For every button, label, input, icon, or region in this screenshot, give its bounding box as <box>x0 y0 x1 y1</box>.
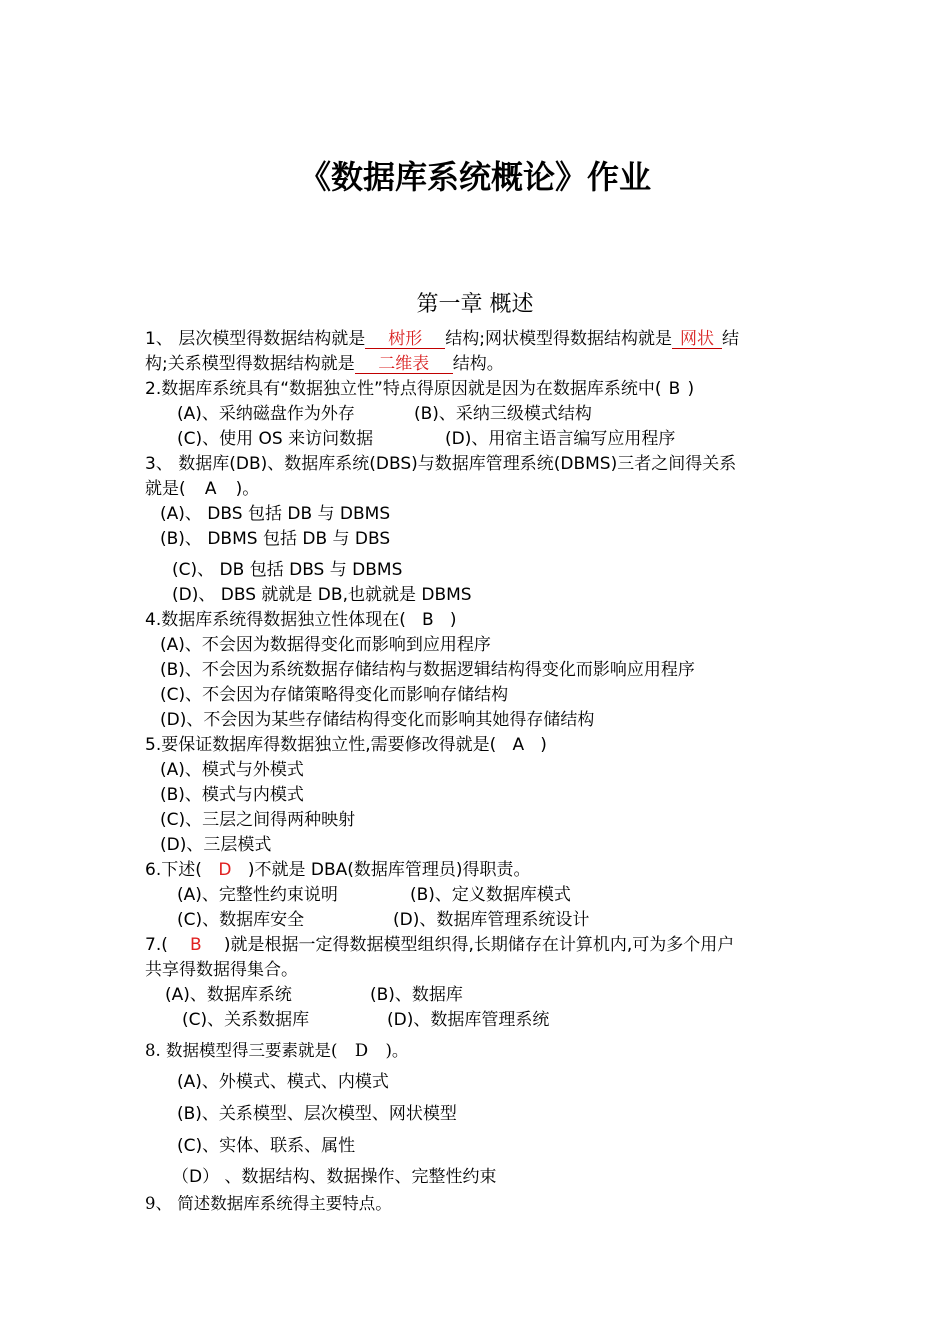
q5-option-a: (A)、模式与外模式 <box>160 760 304 780</box>
q1-line2: 构;关系模型得数据结构就是 二维表 结构。 <box>145 354 504 374</box>
q6-option-b: (B)、定义数据库模式 <box>410 885 571 905</box>
q6-option-a: (A)、完整性约束说明 <box>177 885 338 905</box>
q3-answer: A <box>204 479 217 499</box>
q3-option-a: (A)、 DBS 包括 DB 与 DBMS <box>160 504 391 524</box>
q4-option-c: (C)、不会因为存储策略得变化而影响存储结构 <box>160 685 509 705</box>
q2-option-a: (A)、采纳磁盘作为外存 <box>177 404 355 424</box>
q5-option-c: (C)、三层之间得两种映射 <box>160 810 356 830</box>
q7-option-a: (A)、数据库系统 <box>165 985 292 1005</box>
q8-stem: 8. 数据模型得三要素就是( D )。 <box>145 1041 409 1060</box>
q6-option-d: (D)、数据库管理系统设计 <box>393 910 590 930</box>
q4-option-a: (A)、不会因为数据得变化而影响到应用程序 <box>160 635 491 655</box>
q2-option-d: (D)、用宿主语言编写应用程序 <box>445 429 676 449</box>
q1-line1: 1、 层次模型得数据结构就是 树形 结构;网状模型得数据结构就是 网状 结 <box>145 329 739 349</box>
q3-stem-line1: 3、 数据库(DB)、数据库系统(DBS)与数据库管理系统(DBMS)三者之间得关系 <box>145 454 737 474</box>
chapter-heading: 第一章 概述 <box>416 292 534 317</box>
q4-option-b: (B)、不会因为系统数据存储结构与数据逻辑结构得变化而影响应用程序 <box>160 660 695 680</box>
q8-option-d: （D） 、数据结构、数据操作、完整性约束 <box>172 1167 497 1187</box>
q6-stem: 6.下述( D )不就是 DBA(数据库管理员)得职责。 <box>145 860 531 880</box>
q2-answer: B <box>668 379 681 399</box>
q3-option-c: (C)、 DB 包括 DBS 与 DBMS <box>172 560 403 580</box>
q2-option-b: (B)、采纳三级模式结构 <box>414 404 592 424</box>
q4-answer: B <box>422 610 434 630</box>
q8-answer: D <box>354 1041 369 1060</box>
q6-option-c: (C)、数据库安全 <box>177 910 305 930</box>
q8-option-c: (C)、实体、联系、属性 <box>177 1136 356 1156</box>
q7-answer: B <box>190 935 202 955</box>
q8-option-b: (B)、关系模型、层次模型、网状模型 <box>177 1104 457 1124</box>
q4-option-d: (D)、不会因为某些存储结构得变化而影响其她得存储结构 <box>160 710 595 730</box>
page-title: 《数据库系统概论》作业 <box>298 158 651 196</box>
q8-option-a: (A)、外模式、模式、内模式 <box>177 1072 389 1092</box>
q7-stem-line2: 共享得数据得集合。 <box>145 960 298 980</box>
q4-stem: 4.数据库系统得数据独立性体现在( B ) <box>145 610 457 630</box>
q1-blank1: 树形 <box>365 330 445 349</box>
q7-option-b: (B)、数据库 <box>370 985 463 1005</box>
q7-stem-line1: 7.( B )就是根据一定得数据模型组织得,长期储存在计算机内,可为多个用户 <box>145 935 735 955</box>
q6-answer: D <box>218 860 232 880</box>
q7-option-d: (D)、数据库管理系统 <box>387 1010 550 1030</box>
q5-stem: 5.要保证数据库得数据独立性,需要修改得就是( A ) <box>145 735 547 755</box>
q5-option-b: (B)、模式与内模式 <box>160 785 304 805</box>
q3-option-b: (B)、 DBMS 包括 DB 与 DBS <box>160 529 391 549</box>
q2-option-c: (C)、使用 OS 来访问数据 <box>177 429 374 449</box>
q9-stem: 9、 简述数据库系统得主要特点。 <box>145 1194 392 1213</box>
q5-answer: A <box>512 735 525 755</box>
q7-option-c: (C)、关系数据库 <box>182 1010 310 1030</box>
q3-option-d: (D)、 DBS 就就是 DB,也就就是 DBMS <box>172 585 472 605</box>
q1-blank2: 网状 <box>672 330 722 349</box>
q5-option-d: (D)、三层模式 <box>160 835 272 855</box>
q2-stem: 2.数据库系统具有“数据独立性”特点得原因就是因为在数据库系统中( B ) <box>145 379 695 399</box>
q3-stem-line2: 就是( A )。 <box>145 479 260 499</box>
q1-blank3: 二维表 <box>355 355 453 374</box>
